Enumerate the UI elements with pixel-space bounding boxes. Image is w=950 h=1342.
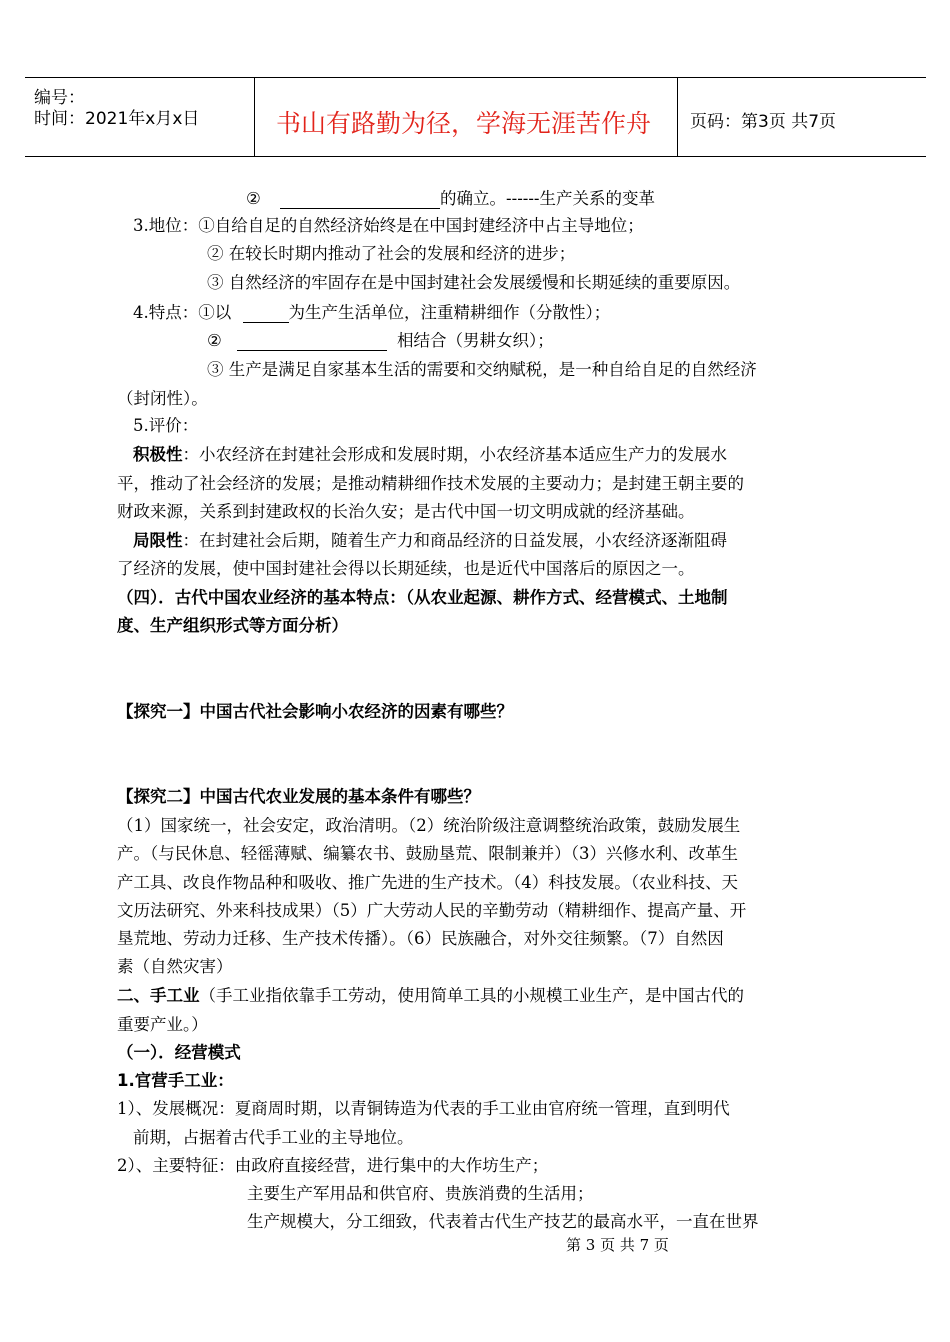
- inquiry-one: 【探究一】中国古代社会影响小农经济的因素有哪些？: [117, 702, 513, 721]
- fill-blank: [237, 332, 387, 351]
- header-top-border: [25, 77, 926, 78]
- line-feature-1: [133, 299, 610, 323]
- line-positive: [133, 441, 727, 465]
- line-1-text: 的确立。------生产关系的变革: [440, 189, 655, 208]
- header-bottom-border: [25, 156, 926, 157]
- feature-1-prefix: 4.特点：①以: [133, 303, 232, 322]
- answer-line-2: 产。（与民休息、轻徭薄赋、编纂农书、鼓励垦荒、限制兼并）（3）兴修水利、改革生: [117, 844, 738, 863]
- header-serial-label: 编号：: [34, 88, 85, 108]
- header-motto: 书山有路勤为径，学海无涯苦作舟: [276, 109, 652, 138]
- fill-blank: [243, 304, 289, 323]
- circled-number: ②: [246, 189, 261, 208]
- header-page-code: 页码：第3页 共7页: [690, 112, 837, 132]
- official-line-1: 1）、发展概况：夏商周时期，以青铜铸造为代表的手工业由官府统一管理，直到明代: [117, 1099, 730, 1118]
- handicraft-definition: （手工业指依靠手工劳动，使用简单工具的小规模工业生产，是中国古代的: [199, 986, 744, 1005]
- handicraft-definition-cont: 重要产业。）: [117, 1015, 208, 1034]
- line-feature-2: [207, 327, 554, 351]
- line-position: 3.地位：①自给自足的自然经济始终是在中国封建经济中占主导地位；: [133, 216, 644, 235]
- line-limitation-2: 了经济的发展，使中国封建社会得以长期延续，也是近代中国落后的原因之一。: [117, 559, 695, 578]
- line-position-2: ② 在较长时期内推动了社会的发展和经济的进步；: [207, 244, 576, 263]
- limitation-label: 局限性: [133, 531, 183, 550]
- subsection-management: （一）．经营模式: [117, 1043, 241, 1062]
- header-date: 时间：2021年x月x日: [34, 109, 200, 129]
- line-position-3: ③ 自然经济的牢固存在是中国封建社会发展缓慢和长期延续的重要原因。: [207, 273, 741, 292]
- section-handicraft: [117, 982, 744, 1006]
- fill-blank: [280, 190, 440, 209]
- answer-line-6: 素（自然灾害）: [117, 957, 233, 976]
- footer-page-number: 第 3 页 共 7 页: [566, 1236, 669, 1254]
- answer-line-3: 产工具、改良作物品种和吸收、推广先进的生产技术。（4）科技发展。（农业科技、天: [117, 873, 738, 892]
- subsection-official: 1.官营手工业：: [117, 1071, 234, 1090]
- section-heading-4-cont: 度、生产组织形式等方面分析）: [117, 616, 348, 635]
- feature-2-suffix: 相结合（男耕女织）；: [397, 331, 554, 350]
- section-heading-4: （四）．古代中国农业经济的基本特点：（从农业起源、耕作方式、经营模式、土地制: [117, 588, 728, 607]
- official-line-5: 生产规模大，分工细致，代表着古代生产技艺的最高水平，一直在世界: [247, 1212, 759, 1231]
- line-feature-3: ③ 生产是满足自家基本生活的需要和交纳赋税，是一种自给自足的自然经济: [207, 360, 757, 379]
- official-line-3: 2）、主要特征：由政府直接经营，进行集中的大作坊生产；: [117, 1156, 549, 1175]
- official-line-2: 前期，占据着古代手工业的主导地位。: [133, 1128, 414, 1147]
- feature-1-suffix: 为生产生活单位，注重精耕细作（分散性）；: [288, 303, 611, 322]
- answer-line-4: 文历法研究、外来科技成果）（5）广大劳动人民的辛勤劳动（精耕细作、提高产量、开: [117, 901, 747, 920]
- official-line-4: 主要生产军用品和供官府、贵族消费的生活用；: [247, 1184, 594, 1203]
- positive-label: 积极性: [133, 445, 183, 464]
- inquiry-two: 【探究二】中国古代农业发展的基本条件有哪些？: [117, 787, 480, 806]
- line-feature-3-cont: （封闭性）。: [117, 389, 208, 408]
- line-positive-3: 财政来源，关系到封建政权的长治久安；是古代中国一切文明成就的经济基础。: [117, 502, 695, 521]
- line-limitation: [133, 527, 727, 551]
- header-divider-left: [254, 77, 255, 157]
- line-1: [246, 185, 655, 209]
- header-divider-right: [677, 77, 678, 157]
- line-positive-2: 平，推动了社会经济的发展；是推动精耕细作技术发展的主要动力；是封建王朝主要的: [117, 474, 744, 493]
- answer-line-5: 垦荒地、劳动力迁移、生产技术传播）。（6）民族融合，对外交往频繁。（7）自然因: [117, 929, 724, 948]
- limitation-text: ：在封建社会后期，随着生产力和商品经济的日益发展，小农经济逐渐阻碍: [182, 531, 727, 550]
- answer-line-1: （1）国家统一，社会安定，政治清明。（2）统治阶级注意调整统治政策，鼓励发展生: [117, 816, 741, 835]
- handicraft-heading: 二、手工业: [117, 986, 200, 1005]
- feature-2-prefix: ②: [207, 331, 222, 350]
- positive-text: ：小农经济在封建社会形成和发展时期，小农经济基本适应生产力的发展水: [182, 445, 727, 464]
- line-evaluation: 5.评价：: [133, 416, 199, 435]
